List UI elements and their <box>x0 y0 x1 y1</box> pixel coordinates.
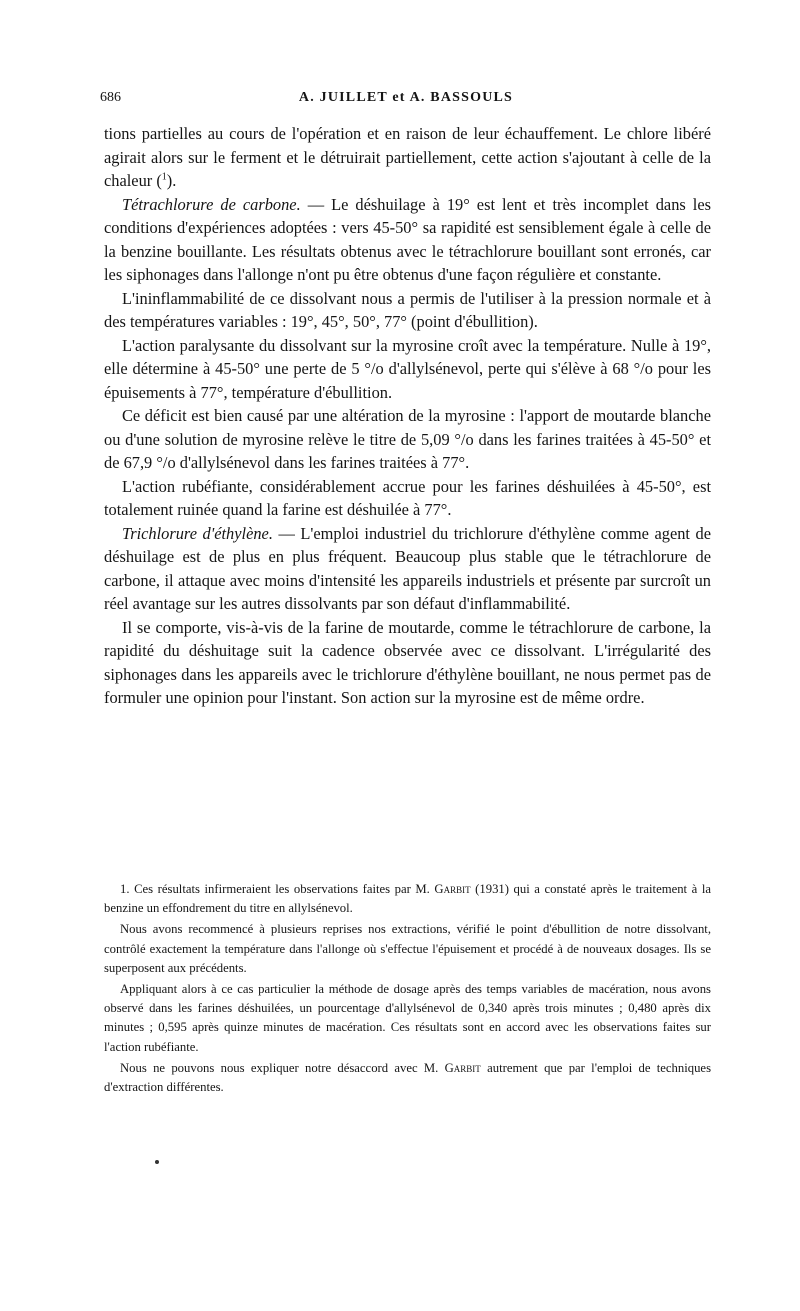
paragraph: Trichlorure d'éthylène. — L'emploi industriel du trichlorure d'éthylène comme agent de déshuilage est de plus en plus fréquent. Beaucoup plus stable que le tétrachlorure de carbone, il attaque avec moins d'intensité les appareils industriels et présente par surcroît un réel avantage sur les autres dissolvants par son défaut d'inflammabilité. <box>104 523 711 613</box>
author-name: Garbit <box>444 1060 481 1075</box>
paragraph: L'action paralysante du dissolvant sur la myrosine croît avec la température. Nulle à 19°, elle détermine à 45-50° une perte de 5 °/o d'allylsénevol, perte qui s'élève à 68 °/o pour les épuisements à 77°, température d'ébullition. <box>104 335 711 402</box>
page-header <box>100 90 712 112</box>
footnote-ref: 1 <box>161 171 167 183</box>
ink-speck <box>155 1160 159 1164</box>
paragraph: L'action rubéfiante, considérablement accrue pour les farines déshuilées à 45-50°, est totalement ruinée quand la farine est déshuilée à 77°. <box>104 476 711 519</box>
paragraph: L'ininflammabilité de ce dissolvant nous a permis de l'utiliser à la pression normale et à des températures variables : 19°, 45°, 50°, 77° (point d'ébullition). <box>104 288 711 331</box>
footnote: Appliquant alors à ce cas particulier la méthode de dosage après des temps variables de macération, nous avons observé dans les farines déshuilées, un pourcentage d'allylsénevol de 0,340 après trois minutes ; 0,480 après dix minutes ; 0,595 après quinze minutes de macération. Ces résultats sont en accord avec les observations faites sur l'action rubéfiante. <box>104 982 711 1054</box>
footnote: 1. Ces résultats infirmeraient les observations faites par M. Garbit (1931) qui a constaté après le traitement à la benzine un effondrement du titre en allylsénevol. <box>104 882 711 916</box>
page-number: 686 <box>100 90 121 105</box>
paragraph: Il se comporte, vis-à-vis de la farine de moutarde, comme le tétrachlorure de carbone, la rapidité du déshuitage suit la cadence observée avec ce dissolvant. L'irrégularité des siphonages dans les appareils avec le trichlorure d'éthylène bouillant, ne nous permet pas de formuler une opinion pour l'instant. Son action sur la myrosine est de même ordre. <box>104 617 711 707</box>
footnote: Nous avons recommencé à plusieurs reprises nos extractions, vérifié le point d'ébullition de notre dissolvant, contrôlé exactement la température dans l'allonge où s'effectue l'épuisement et procédé à de nouveaux dosages. Ils se superposent aux précédents. <box>104 922 711 975</box>
running-head: A. JUILLET et A. BASSOULS <box>298 90 514 105</box>
footnotes <box>104 880 711 1099</box>
footnote: Nous ne pouvons nous expliquer notre désaccord avec M. Garbit autrement que par l'emploi de techniques d'extraction différentes. <box>104 1060 712 1095</box>
author-name: Garbit <box>434 882 471 896</box>
paragraph: Ce déficit est bien causé par une altération de la myrosine : l'apport de moutarde blanche ou d'une solution de myrosine relève le titre de 5,09 °/o dans les farines traitées à 45-50° et de 67,9 °/o d'allylsénevol dans les farines traitées à 77°. <box>104 406 711 472</box>
paragraph: Tétrachlorure de carbone. — Le déshuilage à 19° est lent et très incomplet dans les conditions d'expériences adoptées : vers 45-50° sa rapidité est sensiblement égale à celle de la benzine bouillante. Les résultats obtenus avec le tétrachlorure bouillant sont erronés, car les siphonages dans l'allonge n'ont pu être obtenus d'une façon régulière et constante. <box>104 194 711 284</box>
body-text <box>104 122 711 710</box>
section-title: Tétrachlorure de carbone. <box>122 194 301 214</box>
paragraph: tions partielles au cours de l'opération et en raison de leur échauffement. Le chlore libéré agirait alors sur le ferment et le détruirait partiellement, cette action s'ajoutant à celle de la chaleur ($^1$). <box>104 124 711 190</box>
section-title: Trichlorure d'éthylène. <box>122 523 273 543</box>
